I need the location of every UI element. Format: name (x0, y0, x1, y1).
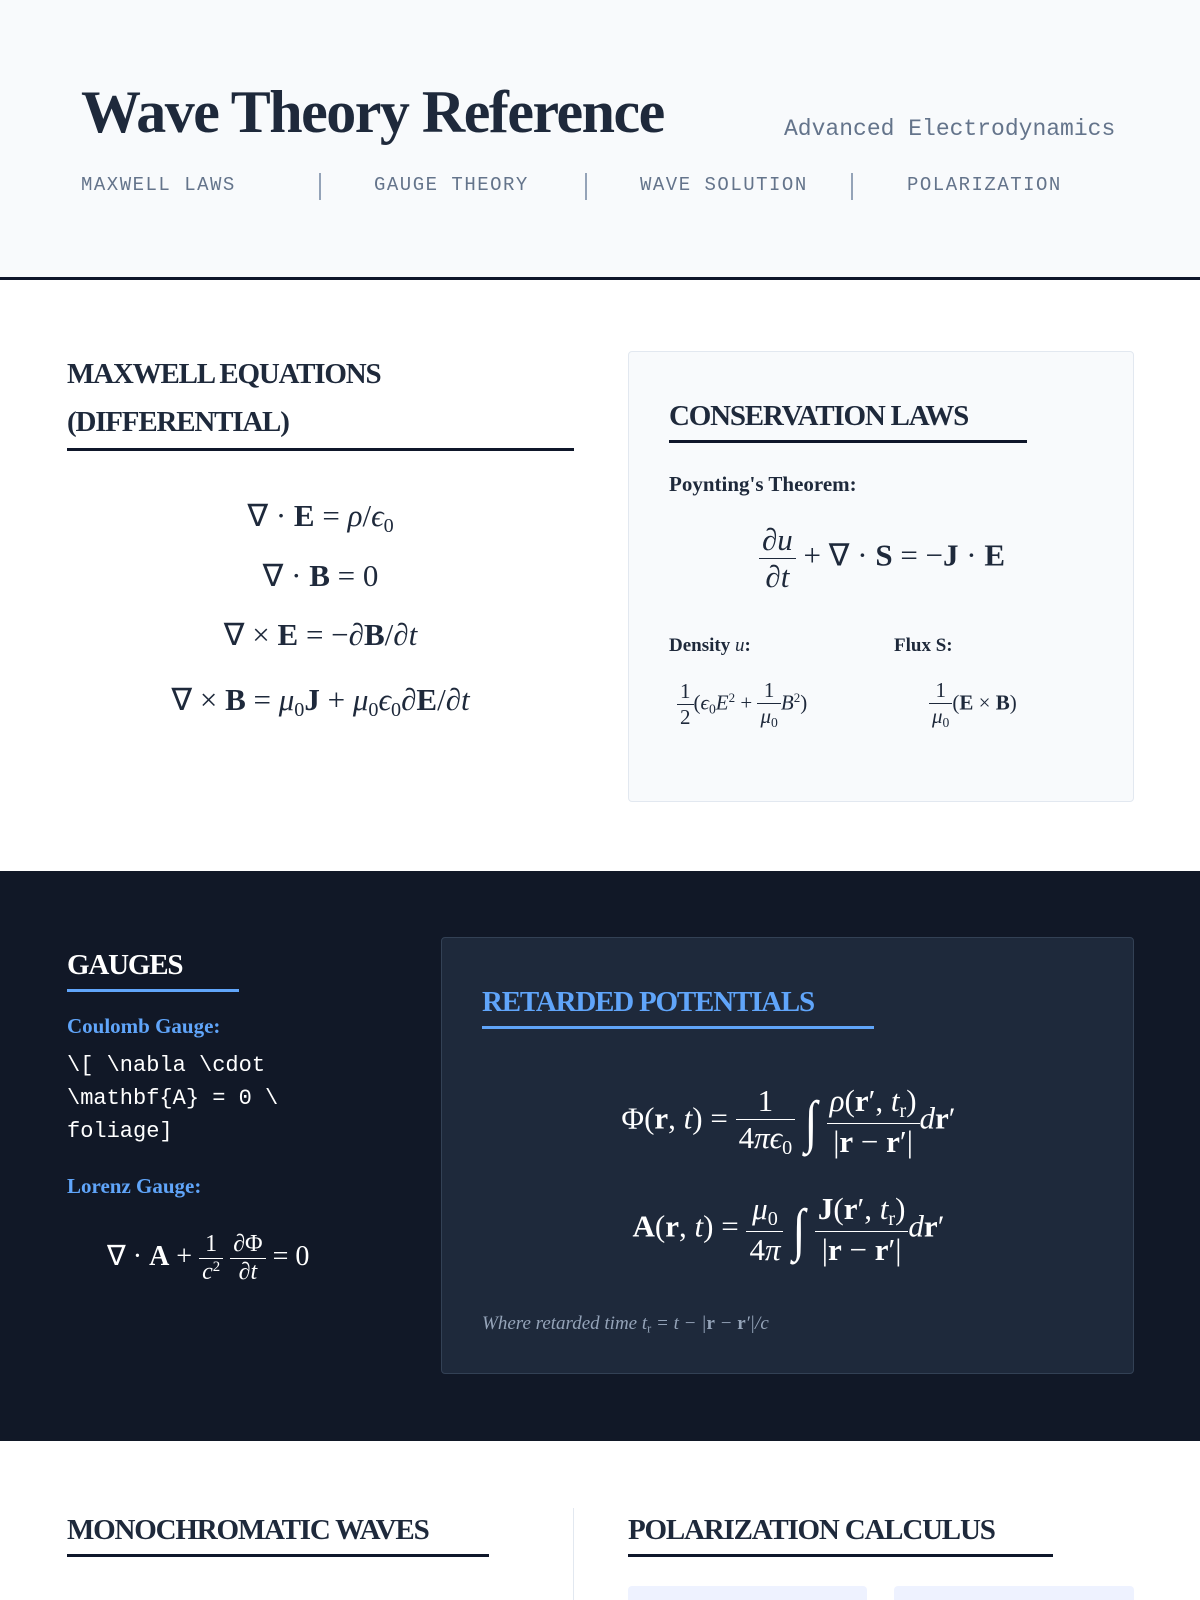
polarization-card (628, 1586, 867, 1600)
coulomb-gauge-label: Coulomb Gauge: (67, 1014, 221, 1038)
energy-density-equation: $\frac{1}{2}$ ($\epsilon_0E^2$ + $\frac{1}{\mu_0}$ $B^2$) (677, 678, 807, 731)
potentials-section (0, 871, 1200, 1441)
flux-label: Flux S: (894, 635, 953, 656)
ampere-maxwell-equation: ∇ × $B = \mu_0J + \mu_0\epsilon_0\partial E/\partial t$ (171, 682, 470, 722)
gauges-title: GAUGES (67, 941, 239, 992)
poynting-equation: $\frac{\partial u}{\partial t}$ + ∇ · S = −J · E (629, 522, 1135, 595)
maxwell-title-line2: (DIFFERENTIAL) (67, 406, 289, 438)
retarded-potentials-card (441, 937, 1134, 1374)
polarization-card (894, 1586, 1134, 1600)
nav-gauge-theory[interactable]: GAUGE THEORY (374, 174, 529, 196)
gauss-magnetism-equation: ∇ · B = 0 (262, 558, 379, 593)
conservation-card (628, 351, 1134, 802)
column-divider (573, 1508, 574, 1600)
lorenz-gauge-label: Lorenz Gauge: (67, 1174, 202, 1198)
conservation-title: CONSERVATION LAWS (669, 392, 1027, 443)
nav-divider (585, 173, 587, 200)
coulomb-gauge-code: \[ \nabla \cdot \mathbf{A} = 0 \ foliage] (67, 1053, 292, 1144)
gauss-law-equation: ∇ · $E = \rho/\epsilon_0$ (247, 498, 394, 538)
maxwell-title-line1: MAXWELL EQUATIONS (67, 358, 381, 390)
nav-polarization[interactable]: POLARIZATION (907, 174, 1062, 196)
vector-potential-equation: A(r, t) = $\frac{\mu_0}{4\pi}$ ∫ $\frac{J(r', t_r)}{|r - r'|}$ dr′ (632, 1191, 945, 1268)
retarded-potentials-title: RETARDED POTENTIALS (482, 978, 874, 1029)
page-title: Wave Theory Reference (81, 79, 664, 145)
poynting-label: Poynting's Theorem: (669, 472, 857, 496)
page-header (0, 0, 1200, 280)
nav-divider (851, 173, 853, 200)
lorenz-gauge-equation: ∇ · A + $\frac{1}{c^2}$ $\frac{\partial\Phi}{\partial t}$ = 0 (107, 1231, 310, 1286)
monochromatic-waves-title: MONOCHROMATIC WAVES (67, 1506, 489, 1557)
poynting-vector-equation: $\frac{1}{\mu_0}$ (E × B) (929, 678, 1017, 731)
nav-divider (319, 173, 321, 200)
scalar-potential-equation: Φ(r, t) = $\frac{1}{4\pi\epsilon_0}$ ∫ $\frac{\rho(r', t_r)}{|r - r'|}$ dr′ (621, 1083, 956, 1160)
faraday-law-equation: ∇ × E = −∂B/∂t (223, 617, 418, 652)
maxwell-title (67, 350, 574, 451)
polarization-calculus-title: POLARIZATION CALCULUS (628, 1506, 1053, 1557)
nav-wave-solution[interactable]: WAVE SOLUTION (640, 174, 808, 196)
nav-maxwell-laws[interactable]: MAXWELL LAWS (81, 174, 236, 196)
density-label: Density u: (669, 635, 751, 656)
page-subtitle: Advanced Electrodynamics (784, 116, 1116, 142)
retarded-time-note: Where retarded time $t_r = t - |r - r'|/c$ (482, 1313, 769, 1336)
